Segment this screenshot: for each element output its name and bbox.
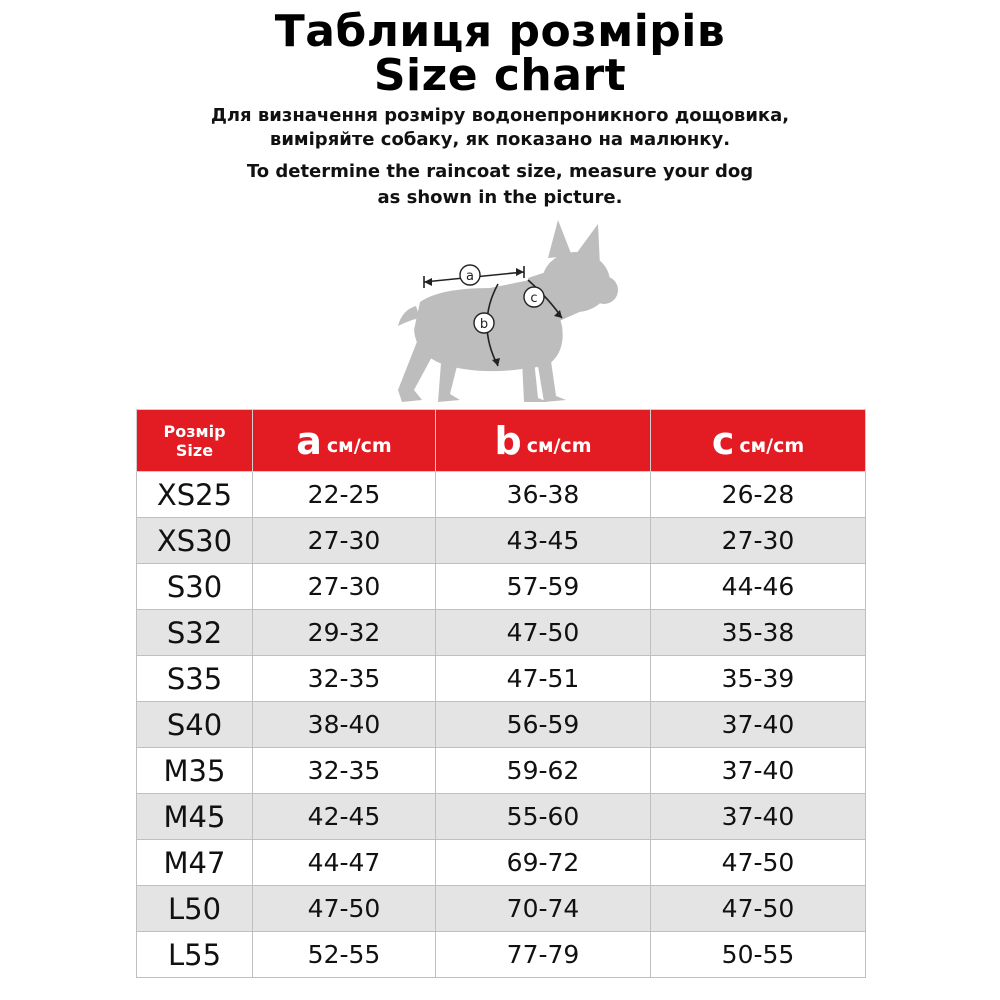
a-cell: 32-35 [253,656,436,702]
size-cell: S32 [137,610,253,656]
b-cell: 55-60 [436,794,651,840]
c-cell: 35-39 [651,656,866,702]
french-bulldog-silhouette-icon [380,214,620,410]
c-cell: 47-50 [651,886,866,932]
size-cell: S30 [137,564,253,610]
size-table [136,409,866,978]
measure-a-label: a [466,269,474,284]
table-row [137,472,866,518]
table-row [137,886,866,932]
c-cell: 37-40 [651,794,866,840]
header-row [137,410,866,472]
header-c-unit: см/cm [739,434,805,457]
header-b [436,410,651,472]
size-cell: M35 [137,748,253,794]
header-a-unit: см/cm [326,434,392,457]
size-cell: S35 [137,656,253,702]
size-table-body [137,472,866,978]
header-b-letter: b [494,418,522,463]
a-cell: 47-50 [253,886,436,932]
a-cell: 27-30 [253,564,436,610]
header-size-en: Size [175,440,214,460]
dog-measurement-illustration [380,214,620,410]
instruction-uk-line-2: виміряйте собаку, як показано на малюнку. [269,129,731,150]
size-cell: L50 [137,886,253,932]
measure-b-label: b [479,317,489,332]
table-row [137,932,866,978]
c-cell: 26-28 [651,472,866,518]
b-cell: 77-79 [436,932,651,978]
header-c [651,410,866,472]
a-cell: 27-30 [253,518,436,564]
header-size-uk: Розмір [163,421,226,441]
page-title-en: Size chart [373,50,627,101]
b-cell: 57-59 [436,564,651,610]
table-row [137,840,866,886]
c-cell: 44-46 [651,564,866,610]
table-row [137,794,866,840]
c-cell: 37-40 [651,702,866,748]
a-cell: 42-45 [253,794,436,840]
a-cell: 44-47 [253,840,436,886]
c-cell: 47-50 [651,840,866,886]
table-row [137,702,866,748]
header-c-letter: c [711,418,735,463]
c-cell: 50-55 [651,932,866,978]
a-cell: 52-55 [253,932,436,978]
size-cell: S40 [137,702,253,748]
b-cell: 59-62 [436,748,651,794]
page-title-uk: Таблиця розмірів [274,6,726,57]
a-cell: 29-32 [253,610,436,656]
b-cell: 69-72 [436,840,651,886]
c-cell: 37-40 [651,748,866,794]
table-row [137,656,866,702]
header-b-unit: см/cm [526,434,592,457]
b-cell: 36-38 [436,472,651,518]
c-cell: 35-38 [651,610,866,656]
instruction-uk-line-1: Для визначення розміру водонепроникного дощовика, [210,105,790,126]
instruction-en-line-1: To determine the raincoat size, measure your dog [246,161,754,182]
b-cell: 47-51 [436,656,651,702]
table-row [137,610,866,656]
b-cell: 56-59 [436,702,651,748]
size-cell: M47 [137,840,253,886]
header-size [137,410,253,472]
table-row [137,518,866,564]
table-row [137,748,866,794]
size-table-header [137,410,866,472]
header-a-letter: a [296,418,322,463]
a-cell: 38-40 [253,702,436,748]
header-a [253,410,436,472]
table-row [137,564,866,610]
size-cell: XS30 [137,518,253,564]
size-cell: XS25 [137,472,253,518]
size-cell: L55 [137,932,253,978]
size-cell: M45 [137,794,253,840]
a-cell: 32-35 [253,748,436,794]
b-cell: 43-45 [436,518,651,564]
c-cell: 27-30 [651,518,866,564]
instruction-en-line-2: as shown in the picture. [377,187,623,208]
b-cell: 70-74 [436,886,651,932]
measure-c-label: c [530,291,538,306]
b-cell: 47-50 [436,610,651,656]
a-cell: 22-25 [253,472,436,518]
